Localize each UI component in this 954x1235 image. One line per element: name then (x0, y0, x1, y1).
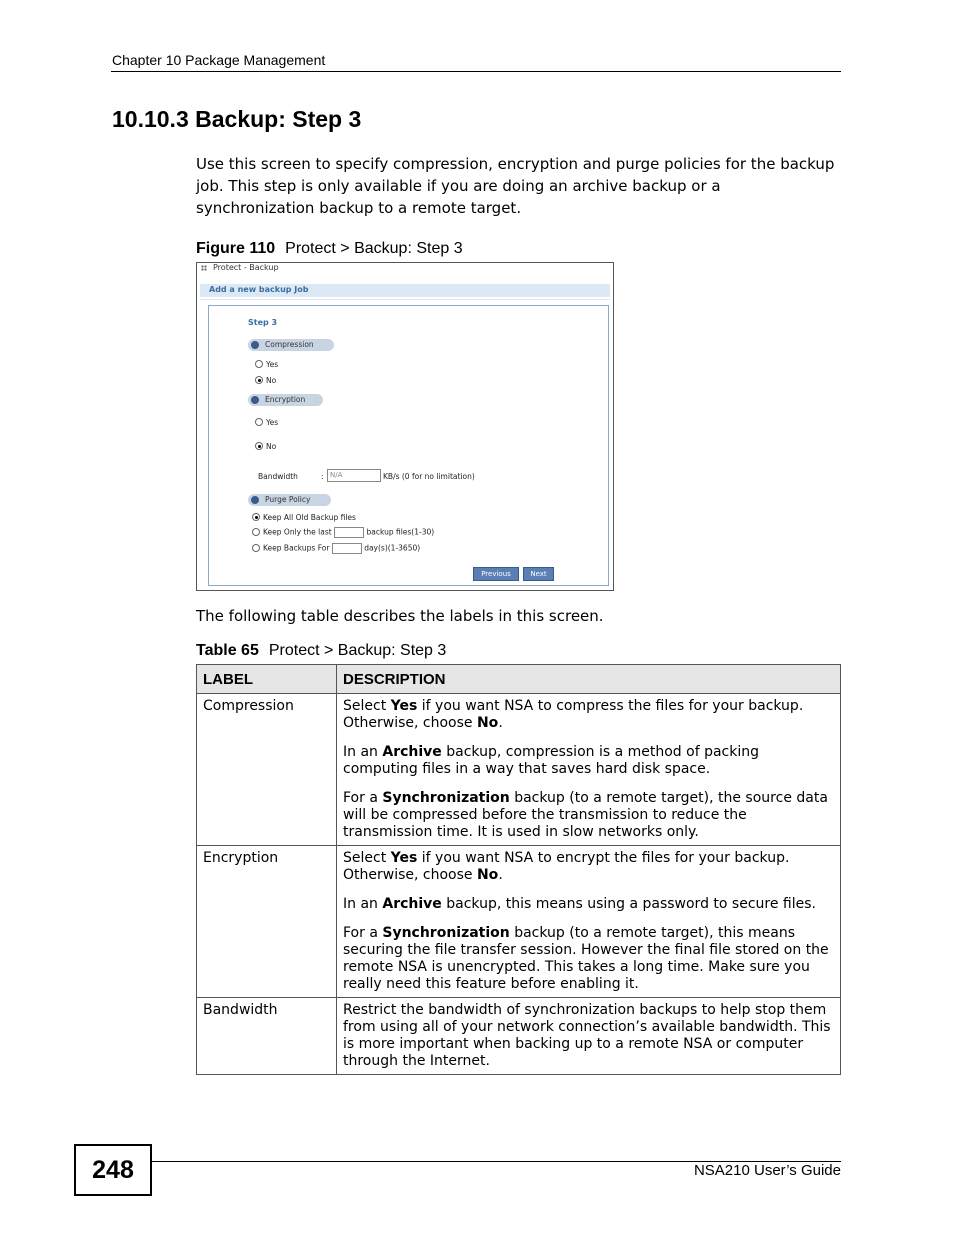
radio-icon (252, 528, 260, 536)
row-label: Compression (197, 694, 337, 846)
previous-button[interactable]: Previous (473, 567, 519, 581)
section-bullet-icon (251, 341, 259, 349)
next-button[interactable]: Next (523, 567, 554, 581)
bar-title: Add a new backup Job (209, 285, 309, 294)
radio-icon (255, 418, 263, 426)
row-description: Restrict the bandwidth of synchronization backups to help stop them from using all of your network connection’s available bandwidth. This is more important when backing up to a remote NSA or computer through the Internet. (337, 998, 841, 1075)
figure-title: Protect > Backup: Step 3 (285, 240, 463, 257)
radio-selected-icon (255, 442, 263, 450)
breadcrumb: Protect - Backup (201, 263, 279, 272)
purge-keep-for-radio[interactable]: Keep Backups For day(s)(1-3650) (252, 543, 420, 554)
header-rule (111, 71, 841, 72)
header-description: DESCRIPTION (337, 665, 841, 694)
table-title: Protect > Backup: Step 3 (268, 642, 447, 659)
page-number: 248 (74, 1144, 152, 1196)
encryption-yes-radio[interactable]: Yes (255, 418, 278, 428)
section-bullet-icon (251, 396, 259, 404)
figure-number: Figure 110 (196, 240, 276, 257)
compression-section: Compression (248, 339, 334, 351)
encryption-section: Encryption (248, 394, 323, 406)
row-label: Encryption (197, 846, 337, 998)
table-caption (196, 642, 446, 660)
encryption-no-radio[interactable]: No (255, 442, 276, 452)
purge-keep-all-radio[interactable]: Keep All Old Backup files (252, 513, 356, 523)
guide-title: NSA210 User’s Guide (693, 1162, 841, 1179)
keep-for-input[interactable] (332, 543, 362, 554)
bandwidth-unit: KB/s (0 for no limitation) (383, 472, 475, 481)
header-label: LABEL (197, 665, 337, 694)
table-intro: The following table describes the labels in this screen. (196, 607, 604, 625)
description-table (196, 664, 841, 1075)
intro-paragraph: Use this screen to specify compression, encryption and purge policies for the backup job. This step is only available if you are doing an archive backup or a synchronization backup to a remote target. (196, 155, 835, 217)
radio-selected-icon (252, 513, 260, 521)
divider (200, 299, 610, 300)
grid-icon (201, 265, 207, 271)
row-description: Select Yes if you want NSA to compress the files for your backup. Otherwise, choose No. In an Archive backup, compression is a method of packing computing files in a way that saves hard disk space. For a Synchronization backup (to a remote target), the source data will be compressed before the transmission to reduce the transmission time. It is used in slow networks only. (337, 694, 841, 846)
radio-selected-icon (255, 376, 263, 384)
radio-icon (252, 544, 260, 552)
bandwidth-colon: : (321, 472, 324, 481)
section-title: 10.10.3 Backup: Step 3 (112, 106, 362, 132)
table-row (197, 998, 841, 1075)
compression-yes-radio[interactable]: Yes (255, 360, 278, 370)
table-number: Table 65 (196, 642, 259, 659)
table-row (197, 694, 841, 846)
table-header-row (197, 665, 841, 694)
bandwidth-label: Bandwidth (258, 472, 298, 481)
running-header: Chapter 10 Package Management (112, 52, 326, 68)
figure-screenshot (196, 262, 614, 591)
section-bullet-icon (251, 496, 259, 504)
title-bar (200, 284, 610, 297)
radio-icon (255, 360, 263, 368)
table-row (197, 846, 841, 998)
row-label: Bandwidth (197, 998, 337, 1075)
purge-keep-last-radio[interactable]: Keep Only the last backup files(1-30) (252, 527, 434, 538)
keep-last-input[interactable] (334, 527, 364, 538)
figure-caption (196, 240, 463, 258)
bandwidth-input[interactable]: N/A (327, 469, 381, 482)
row-description: Select Yes if you want NSA to encrypt the files for your backup. Otherwise, choose No. In an Archive backup, this means using a password to secure files. For a Synchronization backup (to a remote target), this means securing the file transfer session. However the final file stored on the remote NSA is unencrypted. This takes a long time. Make sure you really need this feature before enabling it. (337, 846, 841, 998)
purge-policy-section: Purge Policy (248, 494, 331, 506)
step-label: Step 3 (248, 318, 278, 327)
compression-no-radio[interactable]: No (255, 376, 276, 386)
